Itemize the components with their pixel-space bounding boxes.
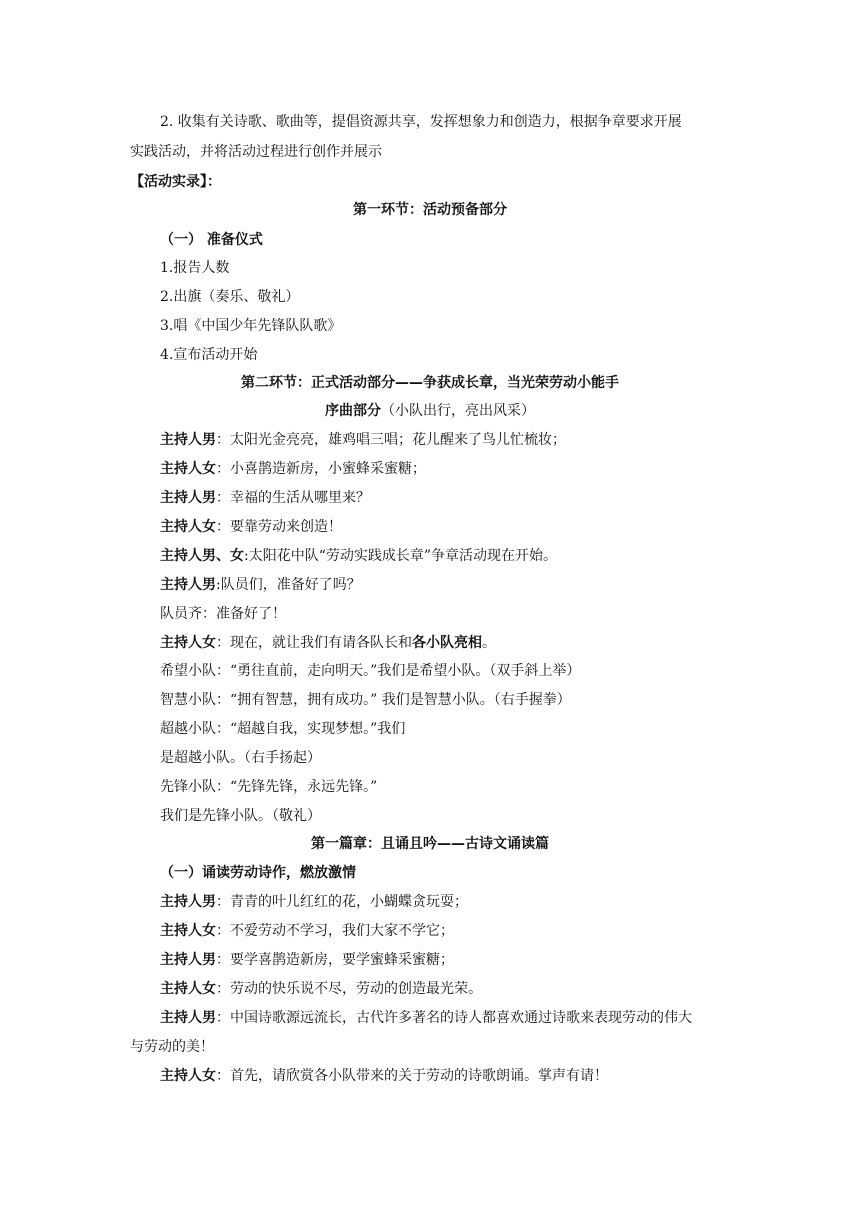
- dialogue-text: :太阳花中队“劳动实践成长章”争章活动现在开始。: [244, 548, 558, 564]
- speaker-label: 主持人女: [160, 461, 216, 477]
- dialogue-line: [160, 950, 454, 970]
- prelude-heading: [0, 401, 860, 421]
- section1-title: 第一环节：活动预备部分: [353, 202, 507, 218]
- intro-line-2: 实践活动，并将活动过程进行创作并展示: [130, 144, 382, 160]
- speaker-label: 主持人女: [160, 981, 216, 997]
- dialogue-text: :队员们，准备好了吗？: [216, 577, 361, 593]
- team-line: 希望小队：“勇往直前，走向明天。”我们是希望小队。（双手斜上举）: [160, 663, 581, 679]
- dialogue-text: ：小喜鹊造新房，小蜜蜂采蜜糖；: [216, 461, 426, 477]
- dialogue-line: [160, 921, 454, 941]
- dialogue-line: [160, 1008, 692, 1028]
- dialogue-line: 队员齐：准备好了！: [160, 606, 286, 622]
- speaker-label: 主持人女: [160, 635, 216, 651]
- list-item: 1.报告人数: [160, 260, 230, 276]
- dialogue-line: [160, 459, 426, 479]
- speaker-label: 主持人男: [160, 577, 216, 593]
- team-line: 是超越小队。（右手扬起）: [160, 750, 321, 766]
- speaker-label: 主持人男: [160, 894, 216, 910]
- dialogue-text: ：青青的叶儿红红的花，小蝴蝶贪玩耍；: [216, 894, 468, 910]
- section2-title: 第二环节：正式活动部分——争获成长章，当光荣劳动小能手: [241, 375, 619, 391]
- list-item: 4.宣布活动开始: [160, 347, 258, 363]
- speaker-label: 主持人男: [160, 432, 216, 448]
- dialogue-text: ：要学喜鹊造新房，要学蜜蜂采蜜糖；: [216, 952, 454, 968]
- dialogue-line: [160, 517, 342, 537]
- team-line: 智慧小队：“拥有智慧，拥有成功。” 我们是智慧小队。（右手握拳）: [160, 692, 571, 708]
- prelude-label: 序曲部分: [325, 403, 381, 419]
- team-line: 我们是先锋小队。（敬礼）: [160, 808, 321, 824]
- chapter1-title: 第一篇章：且诵且吟——古诗文诵读篇: [311, 836, 549, 852]
- speaker-label: 主持人男: [160, 952, 216, 968]
- speaker-label: 主持人女: [160, 923, 216, 939]
- prelude-note: （小队出行，亮出风采）: [381, 403, 535, 419]
- dialogue-line: [160, 488, 370, 508]
- dialogue-line: [160, 633, 496, 653]
- section1-subheading: （一） 准备仪式: [160, 232, 263, 248]
- dialogue-text: ：现在，就让我们有请各队长和: [216, 635, 412, 651]
- dialogue-line: [160, 892, 468, 912]
- dialogue-text: ：不爱劳动不学习，我们大家不学它；: [216, 923, 454, 939]
- dialogue-text: ：首先，请欣赏各小队带来的关于劳动的诗歌朗诵。掌声有请！: [216, 1068, 608, 1084]
- dialogue-text: ：幸福的生活从哪里来？: [216, 490, 370, 506]
- dialogue-continuation: 与劳动的美！: [130, 1039, 214, 1055]
- list-item: 2.出旗（奏乐、敬礼）: [160, 289, 300, 305]
- dialogue-text: ：中国诗歌源远流长，古代许多著名的诗人都喜欢通过诗歌来表现劳动的伟大: [216, 1010, 692, 1026]
- dialogue-emphasis: 各小队亮相: [412, 635, 482, 651]
- speaker-label: 主持人男: [160, 490, 216, 506]
- dialogue-line: [160, 430, 566, 450]
- dialogue-line: [160, 1066, 608, 1086]
- speaker-label: 主持人女: [160, 1068, 216, 1084]
- dialogue-text: ：劳动的快乐说不尽，劳动的创造最光荣。: [216, 981, 482, 997]
- dialogue-line: [160, 979, 482, 999]
- team-line: 超越小队：“超越自我，实现梦想。”我们: [160, 721, 406, 737]
- dialogue-line: [160, 575, 361, 595]
- dialogue-text: 。: [482, 635, 496, 651]
- chapter1-subheading: （一）诵读劳动诗作，燃放激情: [160, 865, 356, 881]
- record-heading: 【活动实录】：: [130, 174, 221, 190]
- list-item: 3.唱《中国少年先锋队队歌》: [160, 318, 342, 334]
- team-line: 先锋小队：“先锋先锋，永远先锋。”: [160, 779, 378, 795]
- speaker-label: 主持人男、女: [160, 548, 244, 564]
- speaker-label: 主持人女: [160, 519, 216, 535]
- dialogue-text: ：要靠劳动来创造！: [216, 519, 342, 535]
- dialogue-line: [160, 546, 557, 566]
- dialogue-text: ：太阳光金亮亮，雄鸡唱三唱；花儿醒来了鸟儿忙梳妆；: [216, 432, 566, 448]
- speaker-label: 主持人男: [160, 1010, 216, 1026]
- intro-line-1: 2. 收集有关诗歌、歌曲等，提倡资源共享，发挥想象力和创造力，根据争章要求开展: [160, 114, 682, 130]
